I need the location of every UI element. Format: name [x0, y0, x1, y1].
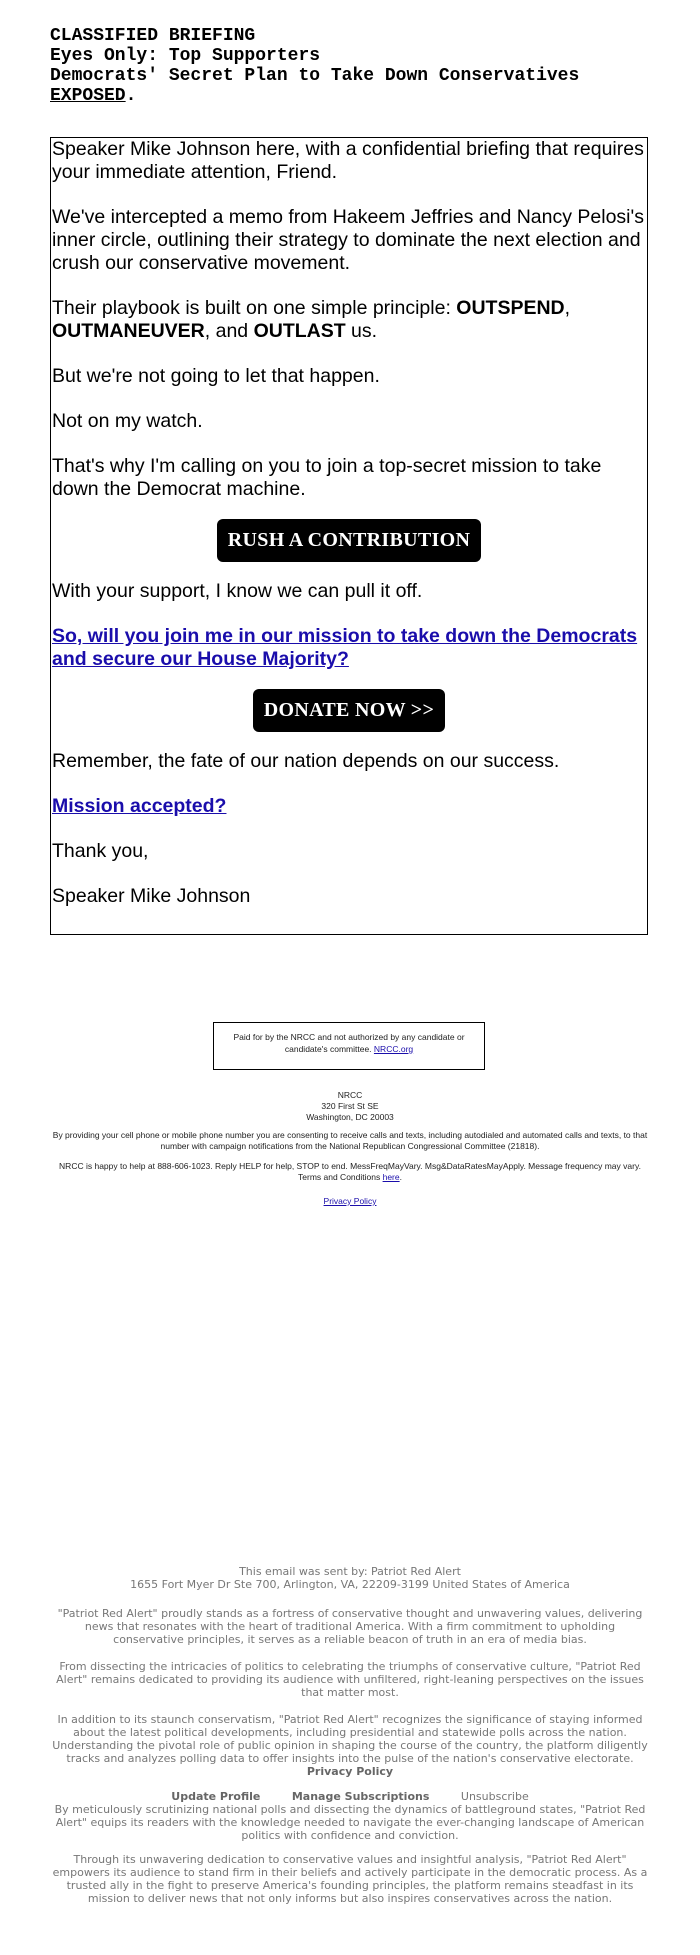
unsubscribe-link[interactable]: Unsubscribe [460, 1790, 529, 1803]
letter-box [50, 137, 648, 935]
footer-privacy-link[interactable]: Privacy Policy [306, 1765, 394, 1778]
paid-for-text: Paid for by the NRCC and not authorized by any candidate or candidate's committee. [233, 1032, 465, 1054]
exposed-word: EXPOSED [50, 86, 126, 106]
playbook-end: us. [345, 320, 378, 342]
letter-not-happen: But we're not going to let that happen. [52, 365, 380, 387]
letter-not-my-watch: Not on my watch. [52, 410, 203, 432]
playbook-sep2: , and [204, 320, 254, 342]
manage-subscriptions-label: Manage Subscriptions [291, 1790, 430, 1803]
letter-support: With your support, I know we can pull it off. [52, 580, 423, 602]
paid-for-box [213, 1022, 485, 1070]
footer-para-2: From dissecting the intricacies of politics to celebrating the triumphs of conservative culture, "Patriot Red Alert" remains dedicated to providing its audience with unfiltered, right-leaning perspectives on the issues that matter most. [56, 1660, 644, 1699]
update-profile-label: Update Profile [171, 1790, 261, 1803]
footer-sent-by: This email was sent by: Patriot Red Alert [239, 1565, 461, 1578]
footer-sender [50, 1565, 650, 1591]
nrcc-link[interactable]: NRCC.org [373, 1044, 414, 1054]
letter-intro: Speaker Mike Johnson here, with a confidential briefing that requires your immediate attention, Friend. [52, 138, 644, 183]
terms-link[interactable]: here [382, 1172, 400, 1182]
footer-para-5: Through its unwavering dedication to conservative values and insightful analysis, "Patriot Red Alert" empowers its audience to stand firm in their beliefs and actively participate in the democratic process. As a trusted ally in the fight to preserve America's founding principles, the platform remains steadfast in its mission to deliver news that not only informs but also inspires conservatives across the nation. [52, 1853, 648, 1905]
header-line-secret-plan: Democrats' Secret Plan to Take Down Conservatives [50, 66, 580, 86]
sms-help [50, 1161, 650, 1183]
footer-address: 1655 Fort Myer Dr Ste 700, Arlington, VA, 22209-3199 United States of America [130, 1578, 570, 1591]
donate-button-wrap [52, 689, 646, 732]
letter-memo-paragraph: We've intercepted a memo from Hakeem Jeffries and Nancy Pelosi's inner circle, outlining their strategy to dominate the next election and crush our conservative movement. [52, 206, 644, 274]
letter-signature: Speaker Mike Johnson [52, 885, 251, 907]
footer-para-1: "Patriot Red Alert" proudly stands as a fortress of conservative thought and unwavering values, delivering news that resonates with the heart of traditional America. With a firm commitment to upholding conservative principles, it serves as a reliable beacon of truth in an era of media bias. [57, 1607, 643, 1646]
update-profile-link[interactable] [171, 1790, 260, 1803]
nrcc-address [50, 1090, 650, 1123]
donate-now-button[interactable]: DONATE NOW >> [253, 689, 445, 732]
playbook-sep1: , [564, 297, 571, 319]
header-line-exposed [50, 86, 650, 106]
nrcc-street: 320 First St SE [321, 1101, 379, 1111]
header-line-eyes-only: Eyes Only: Top Supporters [50, 46, 321, 66]
contribution-button-wrap [52, 519, 646, 562]
mission-accepted-link[interactable]: Mission accepted? [52, 795, 227, 817]
outspend-word: OUTSPEND [456, 297, 565, 319]
email-header [50, 26, 650, 106]
letter-mission-link-wrap [52, 795, 646, 818]
sms-help-end: . [399, 1172, 402, 1182]
nrcc-city: Washington, DC 20003 [306, 1112, 394, 1122]
footer-links [50, 1790, 650, 1803]
exposed-period: . [125, 86, 137, 106]
nrcc-privacy-link[interactable]: Privacy Policy [323, 1196, 377, 1206]
letter-fate: Remember, the fate of our nation depends on our success. [52, 750, 560, 772]
sms-help-text: NRCC is happy to help at 888-606-1023. Reply HELP for help, STOP to end. MessFreqMayVary. Msg&DataRatesMayApply. Message frequency may vary. Terms and Conditions [59, 1161, 641, 1182]
outmaneuver-word: OUTMANEUVER [52, 320, 205, 342]
join-mission-link[interactable]: So, will you join me in our mission to take down the Democrats and secure our House Majority? [52, 625, 638, 670]
letter-thank-you: Thank you, [52, 840, 149, 862]
outlast-word: OUTLAST [253, 320, 346, 342]
header-line-classified: CLASSIFIED BRIEFING [50, 26, 256, 46]
nrcc-org: NRCC [337, 1090, 363, 1100]
rush-contribution-button[interactable]: RUSH A CONTRIBUTION [217, 519, 481, 562]
nrcc-privacy-wrap [50, 1196, 650, 1207]
letter-join-link-wrap [52, 625, 646, 671]
footer-para-3: In addition to its staunch conservatism, "Patriot Red Alert" recognizes the significance of staying informed about the latest political developments, including presidential and statewide polls across the nation. Understanding the pivotal role of public opinion in shaping the course of the country, the platform diligently tracks and analyzes polling data to offer insights into the pulse of the nation's conservative electorate. [52, 1713, 648, 1765]
sms-consent: By providing your cell phone or mobile phone number you are consenting to receive calls and texts, including autodialed and automated calls and texts, to that number with campaign notifications from the National Republican Congressional Committee (21818). [52, 1130, 648, 1151]
manage-subscriptions-link[interactable] [292, 1790, 430, 1803]
footer-para-4: By meticulously scrutinizing national polls and dissecting the dynamics of battleground states, "Patriot Red Alert" equips its readers with the knowledge needed to navigate the ever-changing landscape of American politics with confidence and conviction. [54, 1803, 646, 1842]
footer-privacy-wrap [50, 1765, 650, 1778]
letter-playbook-paragraph [52, 297, 646, 343]
letter-mission-call: That's why I'm calling on you to join a top-secret mission to take down the Democrat machine. [52, 455, 602, 500]
playbook-text: Their playbook is built on one simple principle: [52, 297, 457, 319]
